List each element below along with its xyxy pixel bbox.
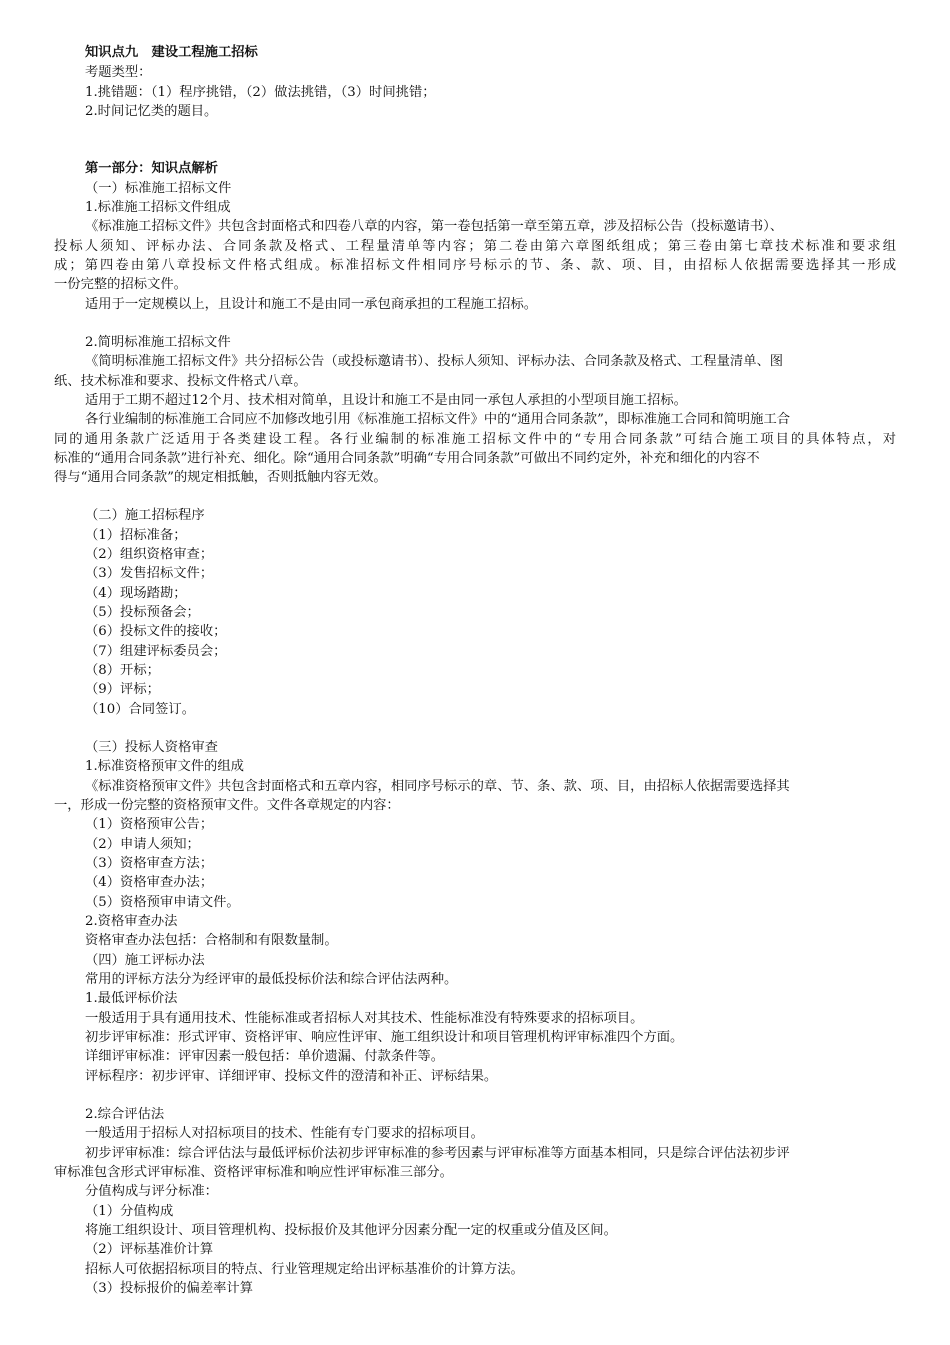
section1-sub1-title: 1.标准施工招标文件组成 [85,200,231,215]
section4-sub1-line: 一般适用于具有通用技术、性能标准或者招标人对其技术、性能标准没有特殊要求的招标项目。 [85,1011,644,1026]
procedure-step: （2）组织资格审查； [85,547,214,562]
section1-sub1-p1-line2: 投标人须知、评标办法、合同条款及格式、工程量清单等内容；第二卷由第六章图纸组成；第三卷由第七章技术标准和要求组 [54,239,896,254]
section1-sub2-p3-line4: 得与“通用合同条款”的规定相抵触，否则抵触内容无效。 [54,470,387,485]
procedure-step: （5）投标预备会； [85,605,200,620]
question-type-2: 2.时间记忆类的题目。 [85,104,218,119]
part1-title: 第一部分：知识点解析 [85,161,218,176]
section4-intro: 常用的评标方法分为经评审的最低投标价法和综合评估法两种。 [85,972,458,987]
section3-sub2-p1: 资格审查办法包括：合格制和有限数量制。 [85,933,338,948]
section4-sub2-p1: 一般适用于招标人对招标项目的技术、性能有专门要求的招标项目。 [85,1126,484,1141]
procedure-step: （4）现场踏勘； [85,586,187,601]
question-type-1: 1.挑错题：（1）程序挑错，（2）做法挑错，（3）时间挑错； [85,85,436,100]
heading-title: 知识点九 建设工程施工招标 [85,45,258,60]
section3-sub1-p1-line2: 一，形成一份完整的资格预审文件。文件各章规定的内容： [54,798,400,813]
section1-sub2-p3-line3: 标准的“通用合同条款”进行补充、细化。除“通用合同条款”明确“专用合同条款”可做出不同约定外，补充和细化的内容不 [54,451,760,466]
question-type-label: 考题类型： [85,65,152,80]
procedure-step: （7）组建评标委员会； [85,644,227,659]
section4-sub1-line: 评标程序：初步评审、详细评审、投标文件的澄清和补正、评标结果。 [85,1069,498,1084]
score-1-title: （1）分值构成 [85,1204,174,1219]
section4-sub1-line: 详细评审标准：评审因素一般包括：单价遗漏、付款条件等。 [85,1049,445,1064]
section4-title: （四）施工评标办法 [85,953,205,968]
prequal-item: （3）资格审查方法； [85,856,214,871]
section1-sub2-title: 2.简明标准施工招标文件 [85,335,231,350]
section1-sub1-p2: 适用于一定规模以上，且设计和施工不是由同一承包商承担的工程施工招标。 [85,297,538,312]
procedure-step: （3）发售招标文件； [85,566,214,581]
score-label: 分值构成与评分标准： [85,1184,218,1199]
section1-sub2-p1-line2: 纸、技术标准和要求、投标文件格式八章。 [54,374,307,389]
section1-sub1-p1-line4: 一份完整的招标文件。 [54,277,187,292]
section1-sub1-p1-line1: 《标准施工招标文件》共包含封面格式和四卷八章的内容，第一卷包括第一章至第五章，涉及招标公告（投标邀请书）、 [85,219,784,234]
prequal-item: （5）资格预审申请文件。 [85,895,240,910]
section1-sub1-p1-line3: 成；第四卷由第八章投标文件格式组成。标准招标文件相同序号标示的节、条、款、项、目，由招标人依据需要选择其一形成 [54,258,896,273]
section3-sub2-title: 2.资格审查办法 [85,914,178,929]
score-1-text: 将施工组织设计、项目管理机构、投标报价及其他评分因素分配一定的权重或分值及区间。 [85,1223,617,1238]
section4-sub2-title: 2.综合评估法 [85,1107,165,1122]
prequal-item: （1）资格预审公告； [85,817,214,832]
prequal-item: （2）申请人须知； [85,837,200,852]
section1-sub2-p3-line1: 各行业编制的标准施工合同应不加修改地引用《标准施工招标文件》中的“通用合同条款”，即标准施工合同和简明施工合 [85,412,791,427]
section3-sub1-p1-line1: 《标准资格预审文件》共包含封面格式和五章内容，相同序号标示的章、节、条、款、项、目，由招标人依据需要选择其 [85,779,790,794]
score-2-text: 招标人可依据招标项目的特点、行业管理规定给出评标基准价的计算方法。 [85,1262,524,1277]
section1-title: （一）标准施工招标文件 [85,181,232,196]
section4-sub1-title: 1.最低评标价法 [85,991,178,1006]
section1-sub2-p3-line2: 同的通用条款广泛适用于各类建设工程。各行业编制的标准施工招标文件中的“专用合同条款”可结合施工项目的具体特点，对 [54,432,896,447]
procedure-step: （6）投标文件的接收； [85,624,227,639]
section4-sub1-line: 初步评审标准：形式评审、资格评审、响应性评审、施工组织设计和项目管理机构评审标准四个方面。 [85,1030,684,1045]
procedure-step: （8）开标； [85,663,160,678]
section3-title: （三）投标人资格审查 [85,740,218,755]
section1-sub2-p2: 适用于工期不超过12个月、技术相对简单，且设计和施工不是由同一承包人承担的小型项目施工招标。 [85,393,687,408]
section1-sub2-p1-line1: 《简明标准施工招标文件》共分招标公告（或投标邀请书）、投标人须知、评标办法、合同条款及格式、工程量清单、图 [85,354,784,369]
procedure-step: （9）评标； [85,682,160,697]
prequal-item: （4）资格审查办法； [85,875,214,890]
score-3-title: （3）投标报价的偏差率计算 [85,1281,254,1296]
score-2-title: （2）评标基准价计算 [85,1242,214,1257]
section2-title: （二）施工招标程序 [85,508,205,523]
procedure-step: （10）合同签订。 [85,702,195,717]
procedure-step: （1）招标准备； [85,528,187,543]
section3-sub1-title: 1.标准资格预审文件的组成 [85,759,244,774]
section4-sub2-p2-line2: 审标准包含形式评审标准、资格评审标准和响应性评审标准三部分。 [54,1165,453,1180]
section4-sub2-p2-line1: 初步评审标准：综合评估法与最低评标价法初步评审标准的参考因素与评审标准等方面基本相同，只是综合评估法初步评 [85,1146,790,1161]
